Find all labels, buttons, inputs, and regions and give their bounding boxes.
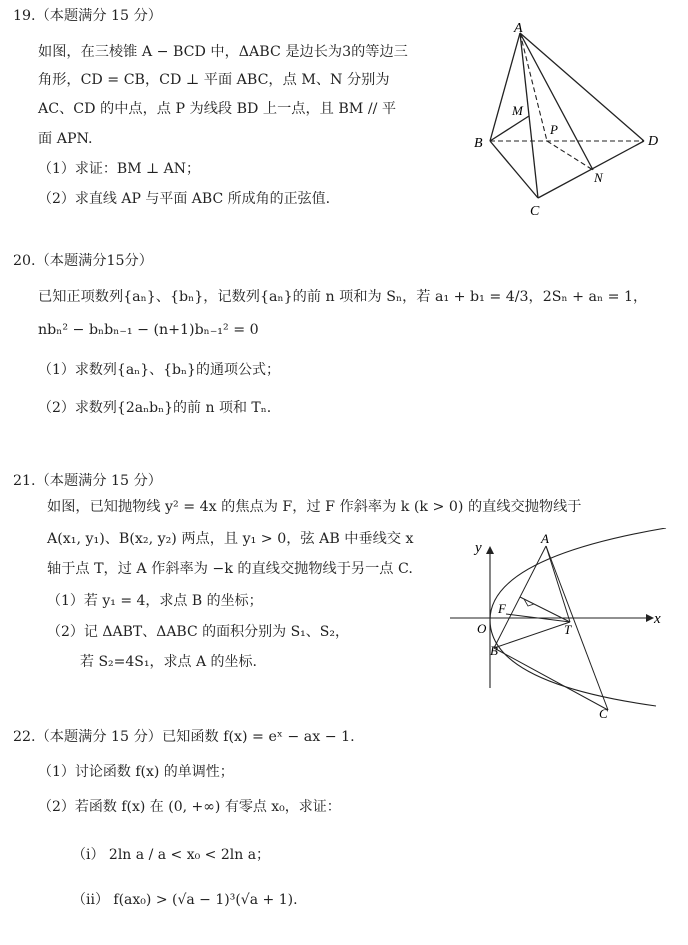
label-B: B <box>490 643 498 658</box>
problem-21-header: 21.（本题满分 15 分） <box>13 473 162 489</box>
problem-19-header: 19.（本题满分 15 分） <box>13 8 162 24</box>
problem-20-part-2: （2）求数列{2aₙbₙ}的前 n 项和 Tₙ. <box>38 400 272 416</box>
label-B: B <box>474 136 483 151</box>
problem-20-text-line: nbₙ² − bₙbₙ₋₁ − (n+1)bₙ₋₁² = 0 <box>38 322 259 338</box>
axis-label-y: y <box>475 540 482 556</box>
problem-22-part-2-ii: （ii） f(ax₀) > (√a − 1)³(√a + 1). <box>72 892 298 908</box>
label-O: O <box>477 621 487 636</box>
problem-21-text-line: 轴于点 T，过 A 作斜率为 −k 的直线交抛物线于另一点 C. <box>47 561 413 577</box>
problem-22-part-2: （2）若函数 f(x) 在 (0, +∞) 有零点 x₀，求证： <box>38 799 341 815</box>
problem-22-part-1: （1）讨论函数 f(x) 的单调性； <box>38 764 234 780</box>
label-A: A <box>514 21 523 36</box>
problem-21-part-2: （2）记 ΔABT、ΔABC 的面积分别为 S₁、S₂， <box>47 624 349 640</box>
label-C: C <box>530 204 540 219</box>
label-N: N <box>594 170 603 185</box>
problem-20-part-1: （1）求数列{aₙ}、{bₙ}的通项公式； <box>38 362 280 378</box>
problem-19-text-line: 如图，在三棱锥 A − BCD 中，ΔABC 是边长为3的等边三 <box>38 44 408 60</box>
label-M: M <box>512 103 523 118</box>
label-A: A <box>541 531 549 546</box>
problem-19-text-line: 面 APN. <box>38 131 93 147</box>
problem-21-text-line: A(x₁, y₁)、B(x₂, y₂) 两点，且 y₁ > 0，弦 AB 中垂线交 x <box>47 531 414 547</box>
problem-21-text-line: 如图，已知抛物线 y² = 4x 的焦点为 F，过 F 作斜率为 k (k > 0) 的直线交抛物线于 <box>47 499 582 515</box>
label-D: D <box>648 134 659 149</box>
label-T: T <box>564 622 572 637</box>
label-C: C <box>599 706 608 720</box>
problem-19-part-2: （2）求直线 AP 与平面 ABC 所成角的正弦值. <box>38 191 331 207</box>
problem-19-text-line: 角形，CD = CB，CD ⊥ 平面 ABC，点 M、N 分别为 <box>38 72 390 88</box>
parabola-figure <box>448 528 670 720</box>
problem-19-text-line: AC、CD 的中点，点 P 为线段 BD 上一点，且 BM // 平 <box>38 101 397 117</box>
label-F: F <box>498 601 506 616</box>
label-P: P <box>550 122 558 137</box>
pyramid-figure <box>462 20 668 225</box>
problem-19-part-1: （1）求证：BM ⊥ AN； <box>38 161 200 177</box>
problem-21-part-2-continued: 若 S₂=4S₁，求点 A 的坐标. <box>80 654 257 670</box>
problem-20-header: 20.（本题满分15分） <box>13 253 153 269</box>
problem-21-part-1: （1）若 y₁ = 4，求点 B 的坐标； <box>47 593 263 609</box>
problem-22-header: 22.（本题满分 15 分）已知函数 f(x) = eˣ − ax − 1. <box>13 729 355 745</box>
axis-label-x: x <box>654 611 661 627</box>
problem-20-text-line: 已知正项数列{aₙ}、{bₙ}，记数列{aₙ}的前 n 项和为 Sₙ，若 a₁ + b₁ = 4/3，2Sₙ + aₙ = 1， <box>38 289 648 305</box>
problem-22-part-2-i: （i） 2ln a / a < x₀ < 2ln a； <box>72 847 271 863</box>
